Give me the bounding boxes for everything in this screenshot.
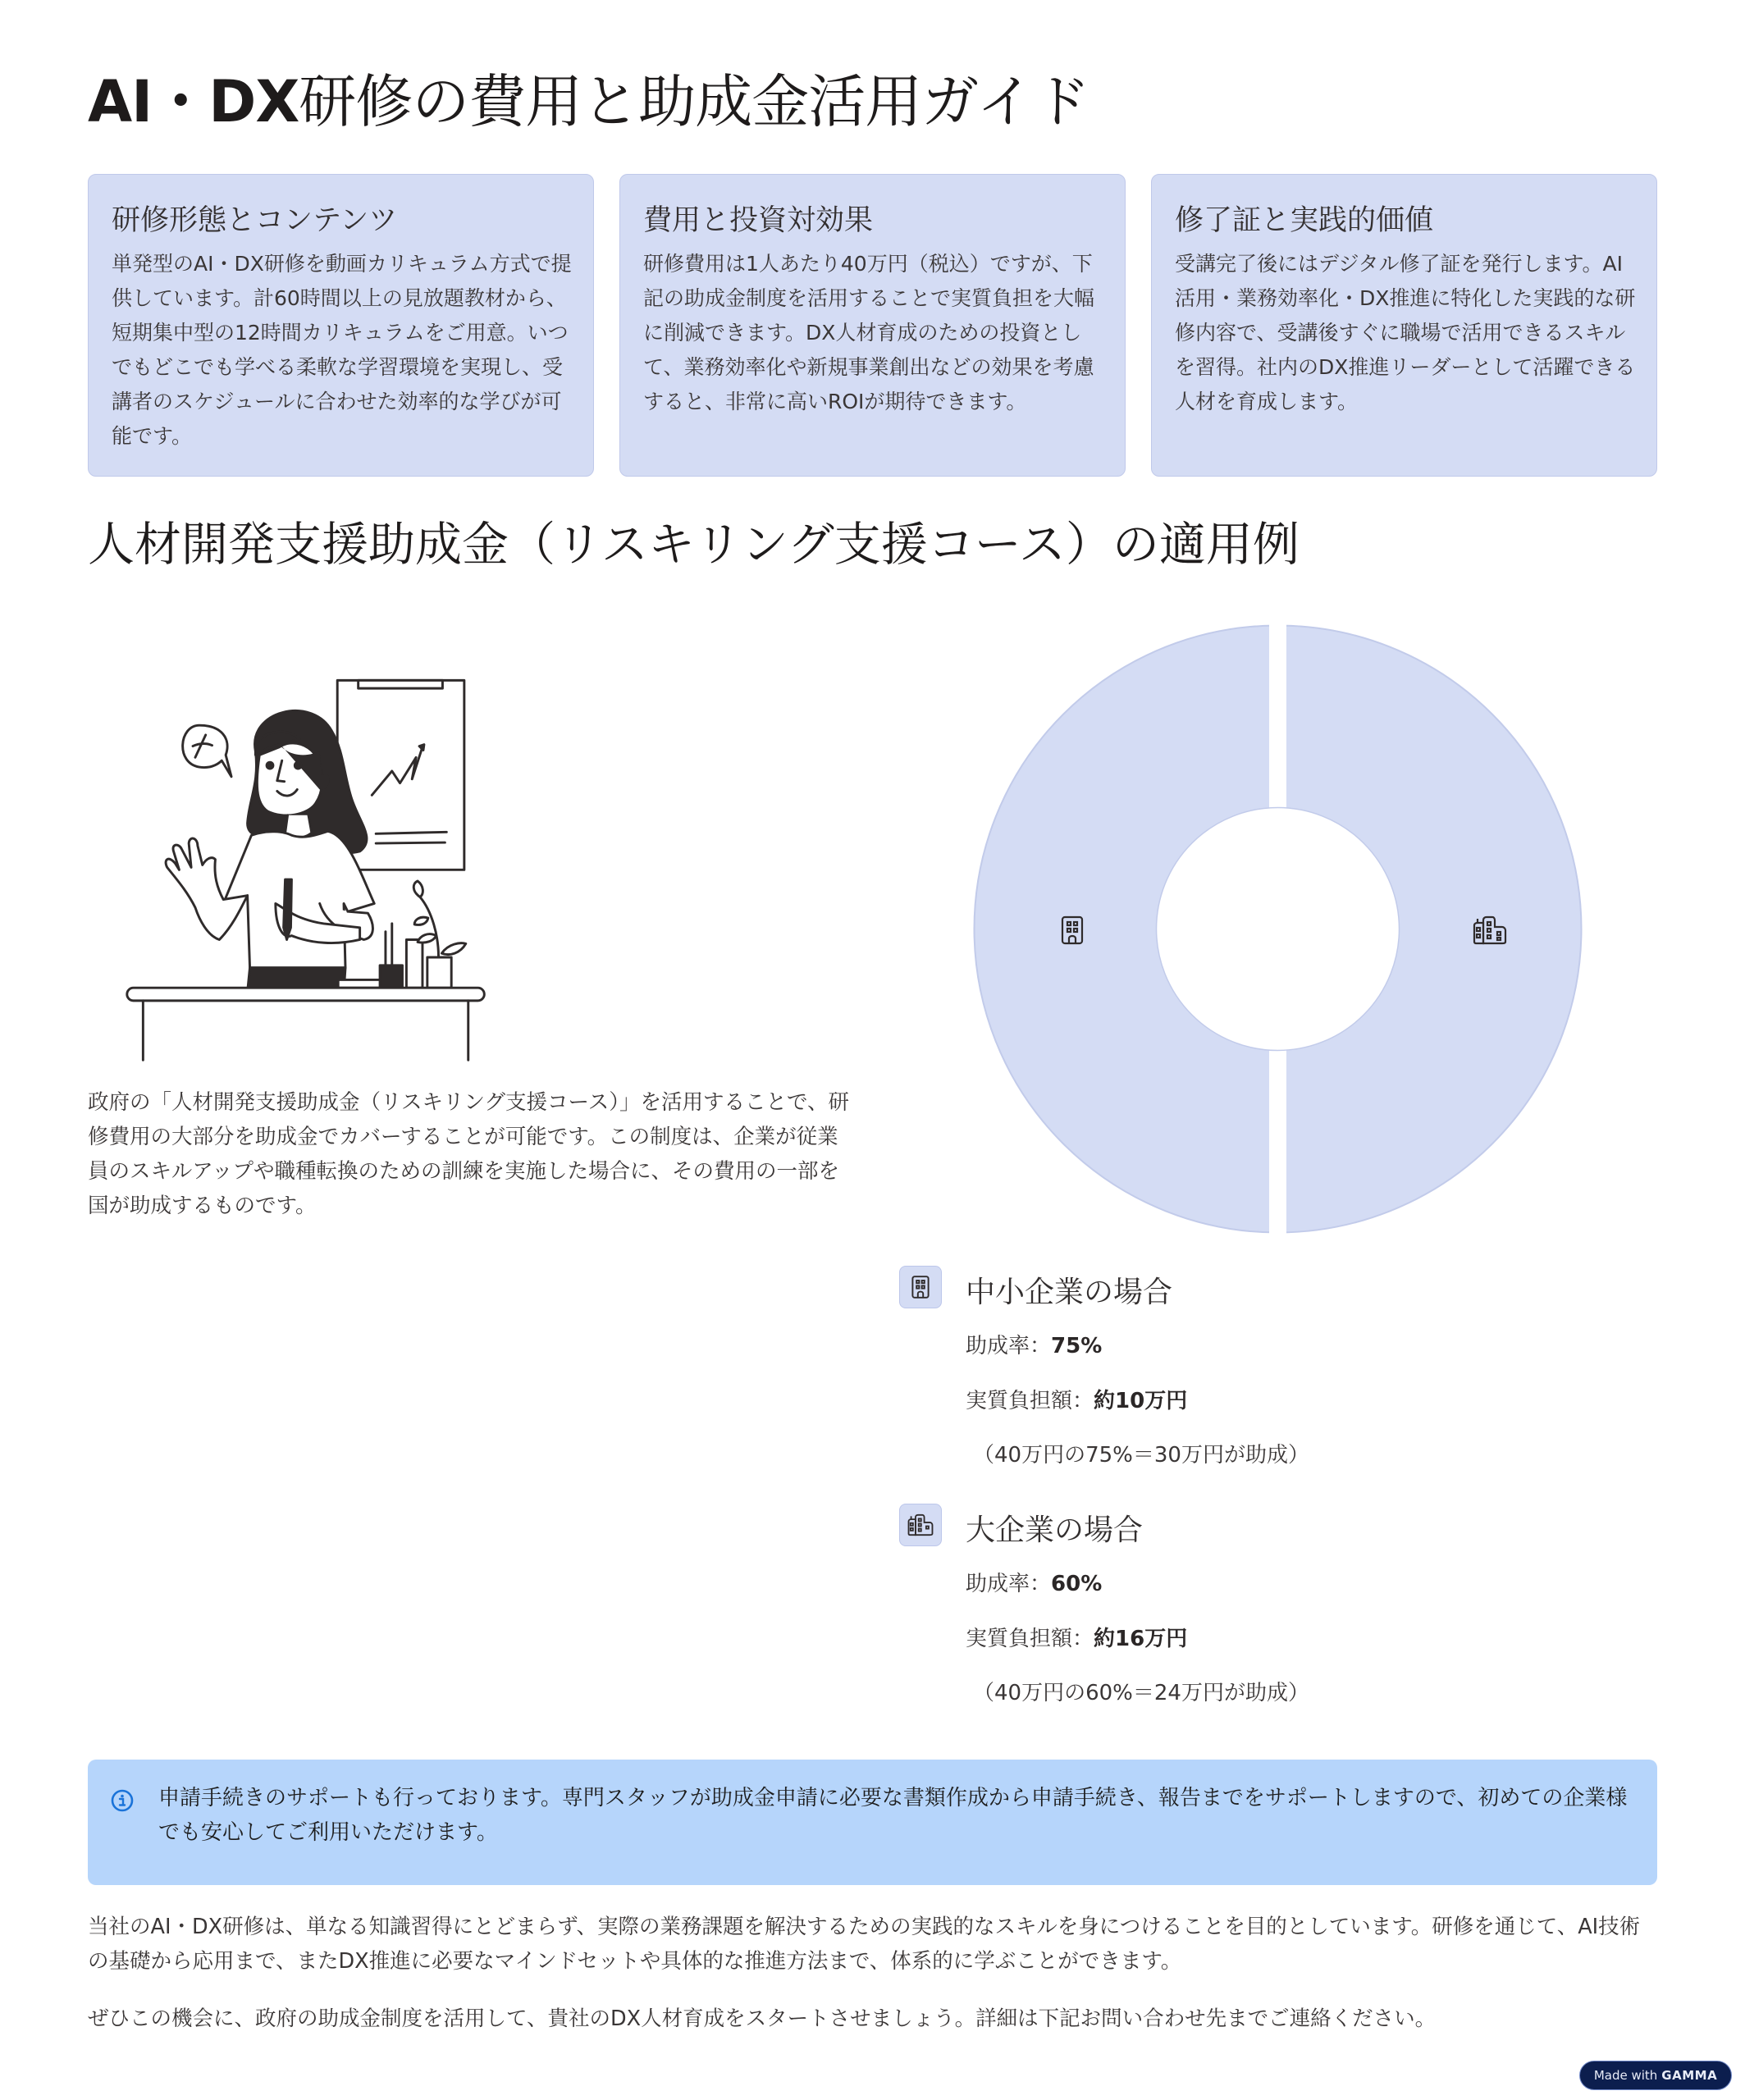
burden-label: 実質負担額： <box>966 1627 1094 1651</box>
page-title-japanese: 研修の費用と助成金活用ガイド <box>299 68 1090 135</box>
card-certificate-value <box>1151 174 1657 477</box>
card-body: 研修費用は1人あたり40万円（税込）ですが、下記の助成金制度を活用することで実質負担を大幅に削減できます。DX人材育成のための投資として、業務効率化や新規事業創出などの効果を考慮すると、非常に高いROIが期待できます。 <box>643 252 1095 413</box>
building-icon <box>911 1275 930 1299</box>
sme-rate <box>966 1329 1102 1359</box>
made-with-gamma-badge[interactable] <box>1579 2061 1732 2090</box>
rate-label: 助成率： <box>966 1572 1052 1596</box>
sme-title: 中小企業の場合 <box>966 1276 1173 1309</box>
info-callout <box>88 1760 1657 1885</box>
donut-chart <box>972 623 1583 1235</box>
card-body: 単発型のAI・DX研修を動画カリキュラム方式で提供しています。計60時間以上の見放題教材から、短期集中型の12時間カリキュラムをご用意。いつでもどこでも学べる柔軟な学習環境を実現し、受講者のスケジュールに合わせた効率的な学びが可能です。 <box>112 252 572 448</box>
sme-icon-badge <box>899 1266 942 1308</box>
info-icon <box>111 1789 134 1812</box>
burden-label: 実質負担額： <box>966 1389 1094 1413</box>
page-title-latin: AI・DX <box>88 68 299 135</box>
closing-paragraph-2: ぜひこの機会に、政府の助成金制度を活用して、貴社のDX人材育成をスタートさせましょう。詳細は下記お問い合わせ先までご連絡ください。 <box>88 2006 1437 2031</box>
badge-brand: GAMMA <box>1661 2068 1718 2083</box>
burden-value: 約10万円 <box>1094 1389 1188 1413</box>
subsidy-intro-paragraph: 政府の「人材開発支援助成金（リスキリング支援コース）」を活用することで、研修費用の大部分を助成金でカバーすることが可能です。この制度は、企業が従業員のスキルアップや職種転換のための訓練を実施した場合に、その費用の一部を国が助成するものです。 <box>88 1090 849 1218</box>
card-training-format <box>88 174 594 477</box>
card-body: 受講完了後にはデジタル修了証を発行します。AI活用・業務効率化・DX推進に特化した実践的な研修内容で、受講後すぐに職場で活用できるスキルを習得。社内のDX推進リーダーとして活躍できる人材を育成します。 <box>1175 252 1636 413</box>
sme-burden <box>966 1384 1187 1414</box>
large-enterprise-note: （40万円の60%＝24万円が助成） <box>973 1681 1309 1705</box>
sme-note: （40万円の75%＝30万円が助成） <box>973 1443 1309 1468</box>
rate-value: 75% <box>1051 1334 1103 1358</box>
large-enterprise-icon-badge <box>899 1504 942 1546</box>
burden-value: 約16万円 <box>1094 1627 1188 1651</box>
large-enterprise-title: 大企業の場合 <box>966 1513 1144 1547</box>
buildings-icon <box>907 1513 934 1536</box>
large-enterprise-burden <box>966 1622 1187 1652</box>
card-heading: 研修形態とコンテンツ <box>112 204 398 237</box>
info-text: 申請手続きのサポートも行っております。専門スタッフが助成金申請に必要な書類作成から申請手続き、報告までをサポートしますので、初めての企業様でも安心してご利用いただけます。 <box>158 1786 1628 1845</box>
closing-paragraph-1: 当社のAI・DX研修は、単なる知識習得にとどまらず、実際の業務課題を解決するための実践的なスキルを身につけることを目的としています。研修を通じて、AI技術の基礎から応用まで、またDX推進に必要なマインドセットや具体的な推進方法まで、体系的に学ぶことができます。 <box>88 1915 1641 1974</box>
badge-prefix: Made with <box>1593 2068 1658 2083</box>
rate-label: 助成率： <box>966 1334 1052 1358</box>
page-title <box>88 56 1089 139</box>
presenter-illustration <box>119 660 496 1066</box>
large-enterprise-rate <box>966 1567 1102 1597</box>
section-heading-subsidy: 人材開発支援助成金（リスキリング支援コース）の適用例 <box>88 518 1300 572</box>
card-cost-roi <box>619 174 1126 477</box>
card-heading: 修了証と実践的価値 <box>1175 204 1434 237</box>
card-heading: 費用と投資対効果 <box>643 204 874 237</box>
building-icon <box>1060 915 1085 945</box>
buildings-icon <box>1473 915 1507 945</box>
rate-value: 60% <box>1051 1572 1103 1596</box>
